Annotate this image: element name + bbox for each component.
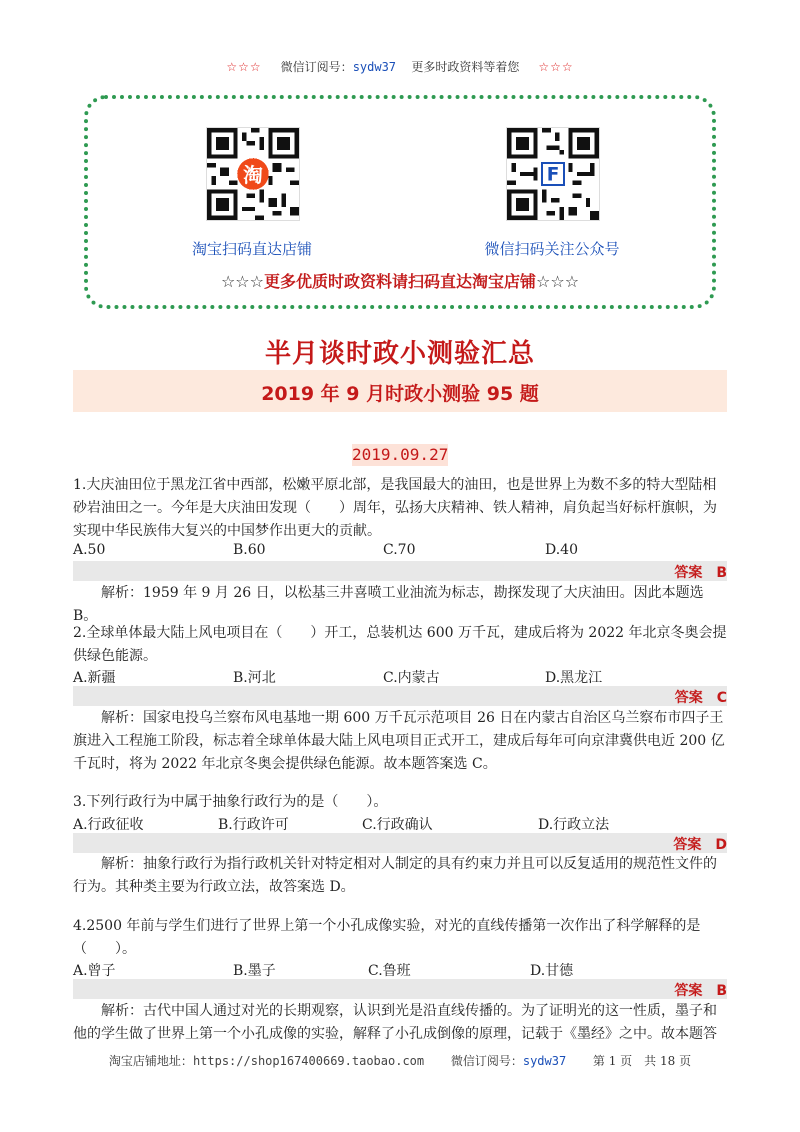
question-3-stem: 3.下列行政行为中属于抽象行政行为的是（ ）。 (73, 794, 388, 810)
slogan-stars-right: ☆☆☆ (536, 272, 580, 291)
question-3-analysis: 解析：抽象行政行为指行政机关针对特定相对人制定的具有约束力并且可以反复适用的规范性文件的行为。其种类主要为行政立法，故答案选 D。 (73, 856, 717, 895)
taobao-qr-code[interactable] (206, 127, 300, 221)
wechat-qr-code[interactable] (506, 127, 600, 221)
question-1-stem: 1.大庆油田位于黑龙江省中西部，松嫩平原北部，是我国最大的油田，也是世界上为数不多的特大型陆相砂岩油田之一。今年是大庆油田发现（ ）周年，弘扬大庆精神、铁人精神，肩负起当好标杆旗帜，为实现中华民族伟大复兴的中国梦作出更大的贡献。 (73, 477, 717, 539)
wechat-logo-icon: F (546, 164, 560, 186)
question-1-option-d: D.40 (545, 542, 578, 558)
promo-box (84, 95, 716, 309)
question-3-option-b: B.行政许可 (218, 817, 289, 833)
question-3-answer: 答案 D (673, 837, 727, 853)
taobao-logo-icon: 淘 (243, 163, 263, 187)
question-1-analysis: 解析：1959 年 9 月 26 日，以松基三井喜喷工业油流为标志，勘探发现了大庆油田。因此本题选 B。 (73, 585, 704, 624)
question-2-option-c: C.内蒙古 (383, 670, 440, 686)
question-4-option-b: B.墨子 (233, 963, 276, 979)
question-4-option-a: A.曾子 (73, 963, 116, 979)
question-3-option-c: C.行政确认 (362, 817, 433, 833)
promo-slogan: 更多优质时政资料请扫码直达淘宝店铺 (263, 272, 536, 291)
page-subtitle: 2019 年 9 月时政小测验 95 题 (261, 383, 539, 405)
question-2-option-d: D.黑龙江 (545, 670, 603, 686)
question-2-stem: 2.全球单体最大陆上风电项目在（ ）开工，总装机达 600 万千瓦，建成后将为 2022 年北京冬奥会提供绿色能源。 (73, 625, 727, 664)
promo-slogan-line (88, 269, 712, 292)
question-2-analysis: 解析：国家电投乌兰察布风电基地一期 600 万千瓦示范项目 26 日在内蒙古自治区乌兰察布市四子王旗进入工程施工阶段，标志着全球单体最大陆上风电项目正式开工，建成后每年可向京津冀供电近 200 亿千瓦时，将为 2022 年北京冬奥会提供绿色能源。故本题答案选 C。 (73, 710, 725, 772)
header-label: 微信订阅号： (280, 60, 353, 74)
question-4-answer: 答案 B (674, 983, 727, 999)
question-2-option-b: B.河北 (233, 670, 276, 686)
answer-band-4 (73, 979, 727, 999)
taobao-qr-label: 淘宝扫码直达店铺 (191, 240, 312, 258)
question-1-option-c: C.70 (383, 542, 416, 558)
header-stars-right: ☆☆☆ (538, 60, 574, 74)
footer-wechat-label: 微信订阅号： (450, 1054, 523, 1068)
question-4-option-c: C.鲁班 (368, 963, 411, 979)
answer-band-1 (73, 561, 727, 581)
question-3-option-a: A.行政征收 (73, 817, 144, 833)
section-date: 2019.09.27 (352, 445, 449, 464)
question-2-answer: 答案 C (674, 690, 727, 706)
footer-wechat-account: sydw37 (522, 1054, 567, 1068)
header-stars-left: ☆☆☆ (226, 60, 262, 74)
answer-band-3 (73, 833, 727, 853)
header-line (0, 58, 800, 75)
answer-band-2 (73, 686, 727, 706)
header-tagline: 更多时政资料等着您 (411, 60, 520, 74)
question-3-option-d: D.行政立法 (538, 817, 610, 833)
question-4-stem: 4.2500 年前与学生们进行了世界上第一个小孔成像实验，对光的直线传播第一次作出了科学解释的是（ ）。 (73, 918, 701, 957)
header-account: sydw37 (352, 60, 397, 74)
footer-shop-link[interactable]: https://shop167400669.taobao.com (192, 1054, 425, 1068)
slogan-stars-left: ☆☆☆ (220, 272, 264, 291)
question-1-option-a: A.50 (73, 542, 106, 558)
question-4-option-d: D.甘德 (530, 963, 574, 979)
page-number: 第 1 页 共 18 页 (592, 1054, 692, 1068)
question-1-answer: 答案 B (674, 565, 727, 581)
question-1-option-b: B.60 (233, 542, 266, 558)
page-title: 半月谈时政小测验汇总 (264, 339, 535, 369)
question-2-option-a: A.新疆 (73, 670, 116, 686)
question-4-analysis: 解析：古代中国人通过对光的长期观察，认识到光是沿直线传播的。为了证明光的这一性质，墨子和他的学生做了世界上第一个小孔成像的实验，解释了小孔成倒像的原理，记载于《墨经》之中。故本题答 (73, 1003, 717, 1042)
footer-shop-label: 淘宝店铺地址： (108, 1054, 193, 1068)
wechat-qr-label: 微信扫码关注公众号 (484, 240, 620, 258)
page-footer (0, 1052, 800, 1069)
